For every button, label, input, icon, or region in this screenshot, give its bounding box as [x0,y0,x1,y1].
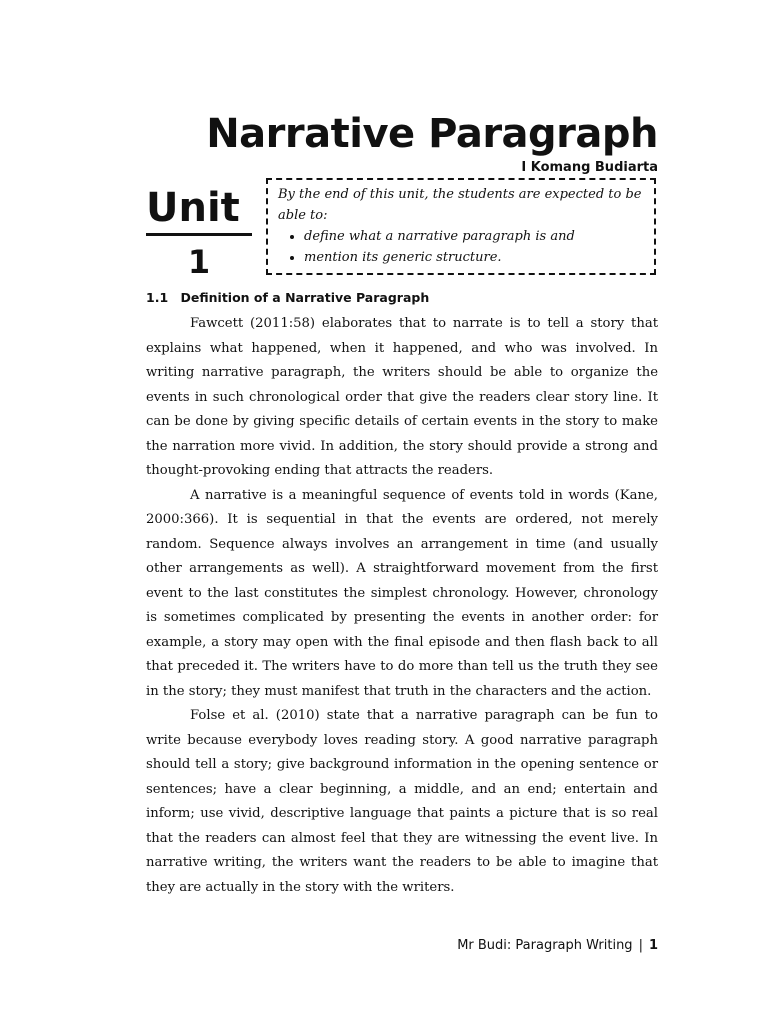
section-heading [146,289,658,307]
section-number: 1.1 [146,290,169,305]
author-name: I Komang Budiarta [521,160,658,175]
objective-item: • mention its generic structure. [304,247,644,268]
page-number: 1 [648,938,658,953]
page-title: Narrative Paragraph [206,111,658,157]
objectives-list [278,226,644,268]
page-footer [300,936,658,956]
paragraph: Fawcett (2011:58) elaborates that to narrate is to tell a story that explains what happened, when it happened, and who was involved. In writing narrative paragraph, the writers should be able to organize the events in such chronological order that give the readers clear story line. It can be done by giving specific details of certain events in the story to make the narration more vivid. In addition, the story should provide a strong and thought-provoking ending that attracts the readers. [146,316,658,478]
objective-item: • define what a narrative paragraph is and [304,226,644,247]
body-text [146,312,658,900]
unit-underline [146,233,252,236]
section-title: Definition of a Narrative Paragraph [180,290,430,305]
footer-separator: | [638,938,643,953]
paragraph: Folse et al. (2010) state that a narrative paragraph can be fun to write because everybody loves reading story. A good narrative paragraph should tell a story; give background information in the opening sentence or sentences; have a clear beginning, a middle, and an end; entertain and inform; use vivid, descriptive language that paints a picture that is so real that the readers can almost feel that they are witnessing the event live. In narrative writing, the writers want the readers to be able to imagine that they are actually in the story with the writers. [146,708,658,895]
running-title: Mr Budi: Paragraph Writing [457,938,633,953]
objectives-intro: By the end of this unit, the students are expected to be able to: [278,187,642,223]
unit-word: Unit [146,185,240,231]
unit-label [146,184,252,282]
learning-objectives-box [266,178,656,275]
unit-number: 1 [187,243,211,281]
paragraph: A narrative is a meaningful sequence of events told in words (Kane, 2000:366). It is sequential in that the events are ordered, not merely random. Sequence always involves an arrangement in time (and usually other arrangements as well). A straightforward movement from the first event to the last constitutes the simplest chronology. However, chronology is sometimes complicated by presenting the events in another order: for example, a story may open with the final episode and then flash back to all that preceded it. The writers have to do more than tell us the truth they see in the story; they must manifest that truth in the characters and the action. [146,487,658,699]
